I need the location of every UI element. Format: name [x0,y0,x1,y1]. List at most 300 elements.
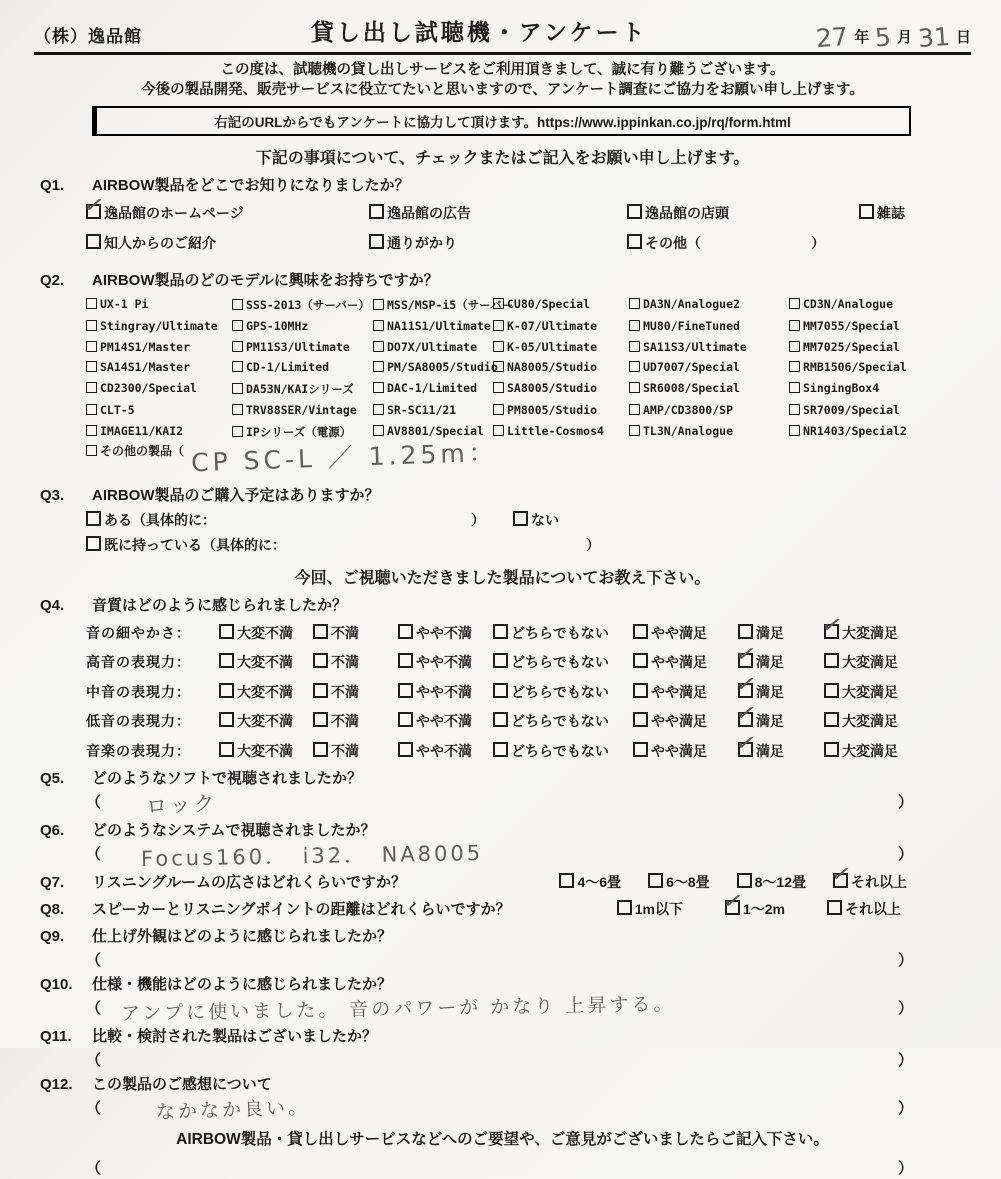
checkbox[interactable] [86,234,101,249]
q2-model-8 [373,319,493,333]
checkbox[interactable] [629,361,640,372]
q4-r3-option-4-label: やや満足 [651,713,707,730]
q2-model-11-label: MM7055/Special [803,319,900,334]
q4-r4-option-1 [313,741,398,761]
q2-model-18-label: SA14S1/Master [100,360,191,375]
month-label: 月 [897,29,913,46]
checkbox[interactable] [824,742,839,757]
open-paren: （ [86,999,102,1017]
q2-model-15 [493,340,629,354]
date-field [815,21,971,54]
checkbox[interactable] [633,742,648,757]
q2-model-28 [629,381,789,397]
q2-model-2 [373,297,514,313]
q4-r4-option-5 [738,741,824,761]
q2-model-22 [629,360,789,374]
checkbox[interactable] [617,900,632,915]
q1-id: Q1. [40,176,65,194]
checkbox[interactable] [232,426,243,437]
q2-model-26-label: DAC-1/Limited [387,380,478,395]
q4-r3-option-0 [219,711,313,731]
q2-model-2-label: MSS/MSP-i5（サーバー [387,297,514,312]
checkbox[interactable] [373,361,384,372]
q4-r3-option-5-label: 満足 [756,713,784,730]
q2-model-6-label: Stingray/Ultimate [100,319,218,334]
checkbox[interactable] [633,712,648,727]
checkbox-checked[interactable] [725,900,740,915]
q4-r2-option-4 [633,682,738,702]
question-q9 [34,925,971,967]
q2-model-30-label: CLT-5 [100,403,135,418]
q3-have-label: 既に持っている（具体的に： [104,536,286,553]
checkbox-checked[interactable] [738,683,753,698]
checkbox[interactable] [398,653,413,668]
checkbox[interactable] [86,320,97,331]
q4-r0-option-1 [313,623,398,643]
question-q6 [34,819,971,871]
checkbox[interactable] [313,624,328,639]
checkbox[interactable] [789,425,800,436]
q4-r4-option-2 [398,741,493,761]
q6-question: どのようなシステムで視聴されましたか？ [92,821,376,839]
q2-model-12-label: PM14S1/Master [100,339,191,354]
q2-model-41-label: NR1403/Special2 [803,423,907,438]
q4-r2-option-0-label: 大変不満 [237,683,293,700]
q7-option-0-label: 4～6畳 [577,873,622,890]
q2-model-25-label: DA53N/KAIシリーズ [246,381,354,396]
q2-other-label: その他の製品（ [100,443,185,458]
q4-r4-option-3-label: どちらでもない [511,742,609,759]
q2-model-35-label: SR7009/Special [803,403,900,418]
q1-option-3-label: 雑誌 [877,204,905,221]
q12-id: Q12. [40,1075,73,1093]
q2-model-31 [232,403,373,417]
q4-r4-option-4-label: やや満足 [651,742,707,759]
q4-question: 音質はどのように感じられましたか？ [92,596,348,614]
q2-model-12 [86,340,232,354]
q2-model-10 [629,319,789,333]
checkbox[interactable] [627,234,642,249]
checkbox-other-product[interactable] [86,445,97,456]
q2-model-24 [86,381,232,397]
q1-option-4 [86,233,369,253]
checkbox[interactable] [398,683,413,698]
checkbox[interactable] [373,341,384,352]
q4-row-label-0: 音の細やかさ： [86,624,191,641]
checkbox[interactable] [629,298,640,309]
checkbox[interactable] [232,383,243,394]
checkbox-checked[interactable] [738,742,753,757]
q4-r0-option-5 [738,623,824,643]
q4-r1-option-3 [493,652,633,672]
checkbox[interactable] [86,382,97,393]
checkbox-checked[interactable] [86,204,101,219]
checkbox-checked[interactable] [738,653,753,668]
q1-option-0 [86,203,369,223]
q4-r2-option-6-label: 大変満足 [842,683,898,700]
checkbox[interactable] [219,742,234,757]
q4-r1-option-1-label: 不満 [331,654,359,671]
q8-id: Q8. [40,900,65,918]
q2-model-7 [232,319,373,333]
q4-r2-option-0 [219,682,313,702]
checkbox[interactable] [789,361,800,372]
q4-r0-option-5-label: 満足 [756,624,784,641]
q2-model-22-label: UD7007/Special [643,360,740,375]
checkbox[interactable] [493,341,504,352]
q4-r3-option-3-label: どちらでもない [511,713,609,730]
q2-model-35 [789,403,971,417]
open-paren: （ [86,1051,102,1069]
q4-r0-option-3 [493,623,633,643]
q4-r0-option-3-label: どちらでもない [511,624,609,641]
checkbox[interactable] [493,298,504,309]
checkbox[interactable] [789,404,800,415]
checkbox[interactable] [493,361,504,372]
q4-r2-option-2 [398,682,493,702]
checkbox[interactable] [86,298,97,309]
checkbox[interactable] [738,624,753,639]
q4-r4-option-0 [219,741,313,761]
q4-r3-option-5 [738,711,824,731]
checkbox-already-own[interactable] [86,536,101,551]
open-paren: （ [86,845,102,863]
q4-r1-option-0 [219,652,313,672]
q2-model-10-label: MU80/FineTuned [643,319,740,334]
checkbox[interactable] [219,683,234,698]
q4-row-label-3: 低音の表現力： [86,713,191,730]
q7-option-3-label: それ以上 [851,873,907,890]
form-header [34,14,971,55]
q11-answer-line [86,1049,913,1067]
q12-answer-line [86,1095,913,1124]
q2-model-17-label: MM7025/Special [803,339,900,354]
q2-model-30 [86,403,232,417]
checkbox[interactable] [219,653,234,668]
q12-question: この製品のご感想について [92,1075,272,1093]
q3-yes-label: ある（具体的に： [104,511,216,528]
checkbox[interactable] [493,683,508,698]
checkbox-checked[interactable] [833,873,848,888]
q2-model-3 [493,297,629,313]
checkbox[interactable] [86,425,97,436]
checkbox[interactable] [629,404,640,415]
q3-no-label: ない [531,511,559,528]
q2-model-0-label: UX-1 Pi [100,296,149,311]
final-answer-line [86,1157,913,1179]
q2-question: AIRBOW製品のどのモデルに興味をお持ちですか？ [92,271,439,289]
q2-model-41 [789,424,971,440]
checkbox[interactable] [313,653,328,668]
intro-line-1: この度は、試聴機の貸し出しサービスをご利用頂きまして、誠に有り難うございます。 [220,62,785,78]
q10-id: Q10. [40,975,73,993]
q7-option-1-label: 6～8畳 [666,873,710,890]
checkbox[interactable] [373,382,384,393]
q2-model-1 [232,297,373,313]
question-q1 [34,174,971,253]
q4-row-label-4: 音楽の表現力： [86,742,191,759]
q4-r4-option-3 [493,741,633,761]
q2-model-29-label: SingingBox4 [803,380,880,395]
q4-r0-option-1-label: 不満 [331,624,359,641]
checkbox[interactable] [86,341,97,352]
q7-option-2-label: 8～12畳 [754,873,806,890]
checkbox[interactable] [493,742,508,757]
q2-model-14-label: DO7X/Ultimate [387,339,478,354]
q7-option-0 [559,872,621,892]
q2-model-24-label: CD2300/Special [100,380,197,395]
checkbox[interactable] [559,873,574,888]
q4-r0-option-0 [219,623,313,643]
q2-model-31-label: TRV88SER/Vintage [246,403,357,418]
close-paren: ） [897,951,913,969]
handwritten-month: 5 [874,22,893,53]
q9-question: 仕上げ外観はどのように感じられましたか？ [92,927,393,945]
q4-r4-option-0-label: 大変不満 [237,742,293,759]
checkbox[interactable] [737,873,752,888]
q4-r2-option-3-label: どちらでもない [511,683,609,700]
q4-r2-option-5 [738,682,824,702]
q2-model-7-label: GPS-10MHz [246,319,309,334]
q4-r3-option-6 [824,711,971,731]
q2-model-27 [493,381,629,397]
q4-r1-option-5-label: 満足 [756,654,784,671]
q4-r3-option-1-label: 不満 [331,713,359,730]
q4-r1-option-4-label: やや満足 [651,654,707,671]
checkbox[interactable] [232,404,243,415]
q2-model-options [86,297,971,440]
q2-model-14 [373,340,493,354]
checkbox[interactable] [633,653,648,668]
q4-r0-option-2 [398,623,493,643]
q4-r0-option-6 [824,623,971,643]
checkbox[interactable] [789,320,800,331]
checkbox[interactable] [827,900,842,915]
checkbox[interactable] [629,341,640,352]
q4-r1-option-6-label: 大変満足 [842,654,898,671]
q2-model-39 [493,424,629,440]
mid-section-heading: 今回、ご視聴いただきました製品についてお教え下さい。 [294,569,711,587]
form-title: 貸し出し試聴機・アンケート [310,19,648,45]
checkbox[interactable] [373,299,384,310]
q7-id: Q7. [40,873,65,891]
checkbox[interactable] [369,234,384,249]
q2-model-1-label: SSS-2013（サーバー） [246,297,370,312]
checkbox[interactable] [373,320,384,331]
q4-r2-option-1-label: 不満 [331,683,359,700]
checkbox[interactable] [859,204,874,219]
close-paren: ） [897,1159,913,1177]
question-q11 [34,1025,971,1067]
q1-option-0-label: 逸品館のホームページ [104,204,244,221]
q4-r1-option-3-label: どちらでもない [511,654,609,671]
q2-model-34-label: AMP/CD3800/SP [643,403,734,418]
question-q12 [34,1073,971,1124]
checkbox[interactable] [232,361,243,372]
q2-model-15-label: K-05/Ultimate [507,339,598,354]
q2-model-26 [373,381,493,397]
handwritten-q6-answer: Focus160． i32． NA8005 [140,840,484,871]
checkbox[interactable] [629,320,640,331]
checkbox-purchase-no[interactable] [513,511,528,526]
checkbox-checked[interactable] [738,712,753,727]
checkbox[interactable] [633,683,648,698]
q2-model-5 [789,297,971,313]
checkbox-checked[interactable] [824,624,839,639]
q4-r3-option-2-label: やや不満 [416,713,472,730]
checkbox[interactable] [219,624,234,639]
q7-option-2 [737,872,806,892]
checkbox[interactable] [398,624,413,639]
question-q4 [34,594,971,761]
checkbox[interactable] [824,653,839,668]
q1-option-2-label: 逸品館の店頭 [645,204,729,221]
close-paren: ） [897,793,913,811]
q1-option-5 [369,233,627,253]
q4-r3-option-2 [398,711,493,731]
handwritten-q5-answer: ロック [145,790,219,819]
q2-model-4-label: DA3N/Analogue2 [643,296,740,311]
q11-question: 比較・検討された製品はございましたか？ [92,1027,378,1045]
q2-model-20-label: PM/SA8005/Studio [387,360,498,375]
close-paren: ） [897,1099,913,1117]
open-paren: （ [86,1159,102,1177]
open-paren: （ [86,1099,102,1117]
q4-r2-option-4-label: やや満足 [651,683,707,700]
q4-r0-option-2-label: やや不満 [416,624,472,641]
q3-question: AIRBOW製品のご購入予定はありますか？ [92,486,380,504]
q2-model-27-label: SA8005/Studio [507,380,598,395]
checkbox[interactable] [493,320,504,331]
q1-option-6 [627,233,859,253]
checkbox[interactable] [633,624,648,639]
q5-answer-line [86,790,913,819]
question-q5 [34,767,971,819]
checkbox[interactable] [789,382,800,393]
close-paren: ） [897,999,913,1017]
q2-model-36-label: IMAGE11/KAI2 [100,423,184,438]
q7-option-1 [648,872,710,892]
q6-id: Q6. [40,821,65,839]
q4-r2-option-6 [824,682,971,702]
q2-model-29 [789,381,971,397]
q2-model-36 [86,424,232,440]
q1-option-3 [859,203,971,223]
checkbox[interactable] [369,204,384,219]
checkbox[interactable] [373,425,384,436]
q1-option-6-tail: ） [811,234,825,251]
q2-model-9 [493,319,629,333]
q2-model-28-label: SR6008/Special [643,380,740,395]
question-q8 [34,898,971,919]
checkbox[interactable] [373,404,384,415]
q1-options [86,203,971,253]
checkbox[interactable] [313,712,328,727]
checkbox[interactable] [648,873,663,888]
q2-model-6 [86,319,232,333]
q8-option-0-label: 1m以下 [634,900,683,917]
checkbox[interactable] [629,382,640,393]
q4-r1-option-2-label: やや不満 [416,654,472,671]
q1-option-6-label: その他（ [645,234,701,251]
close-paren: ） [897,845,913,863]
checkbox[interactable] [824,712,839,727]
q2-model-37-label: IPシリーズ（電源） [246,424,352,439]
q2-model-11 [789,319,971,333]
q8-option-1 [725,899,785,919]
checkbox[interactable] [232,320,243,331]
checkbox[interactable] [789,298,800,309]
checkbox[interactable] [493,712,508,727]
checkbox[interactable] [86,404,97,415]
checkbox[interactable] [493,404,504,415]
checkbox[interactable] [493,624,508,639]
handwritten-day: 31 [917,21,951,54]
checkbox[interactable] [789,341,800,352]
q2-model-4 [629,297,789,313]
q8-option-2 [827,899,901,919]
checkbox[interactable] [313,683,328,698]
checkbox[interactable] [232,299,243,310]
q10-question: 仕様・機能はどのように感じられましたか？ [92,975,393,993]
checkbox-purchase-yes[interactable] [86,511,101,526]
q1-option-4-label: 知人からのご紹介 [104,234,216,251]
q1-option-2 [627,203,859,223]
question-q10 [34,973,971,1025]
q4-r1-option-5 [738,652,824,672]
q2-model-16 [629,340,789,354]
checkbox[interactable] [493,382,504,393]
handwritten-q12-answer: なかなか良い。 [155,1095,311,1124]
q4-r4-option-4 [633,741,738,761]
q4-r3-option-1 [313,711,398,731]
checkbox[interactable] [86,361,97,372]
q2-model-34 [629,403,789,417]
checkbox[interactable] [398,712,413,727]
checkbox[interactable] [313,742,328,757]
q1-option-5-label: 通りがかり [387,234,457,251]
handwritten-q10-answer: アンプに使いました。 音のパワーが かなり 上昇する。 [120,992,676,1025]
q1-question: AIRBOW製品をどこでお知りになりましたか？ [92,176,410,194]
q2-model-23-label: RMB1506/Special [803,360,907,375]
close-paren: ） [897,1051,913,1069]
q2-model-17 [789,340,971,354]
feedback-heading: AIRBOW製品・貸し出しサービスなどへのご要望や、ご意見がございましたらご記入下さい。 [176,1130,829,1148]
checkbox[interactable] [627,204,642,219]
checkbox[interactable] [219,712,234,727]
company-name: （株）逸品館 [34,27,142,46]
open-paren: （ [86,793,102,811]
q2-model-23 [789,360,971,374]
checkbox[interactable] [398,742,413,757]
checkbox[interactable] [493,653,508,668]
checkbox[interactable] [629,425,640,436]
question-q2 [34,269,971,478]
q8-option-1-label: 1～2m [742,900,785,917]
checkbox[interactable] [824,683,839,698]
q2-model-16-label: SA11S3/Ultimate [643,339,747,354]
q4-r0-option-6-label: 大変満足 [842,624,898,641]
checkbox[interactable] [232,341,243,352]
q2-model-32 [373,403,493,417]
q1-option-1-label: 逸品館の広告 [387,204,471,221]
q4-r1-option-6 [824,652,971,672]
q2-model-33 [493,403,629,417]
q4-r1-option-0-label: 大変不満 [237,654,293,671]
q2-model-13 [232,340,373,354]
q4-r3-option-6-label: 大変満足 [842,713,898,730]
intro-text [34,60,971,101]
